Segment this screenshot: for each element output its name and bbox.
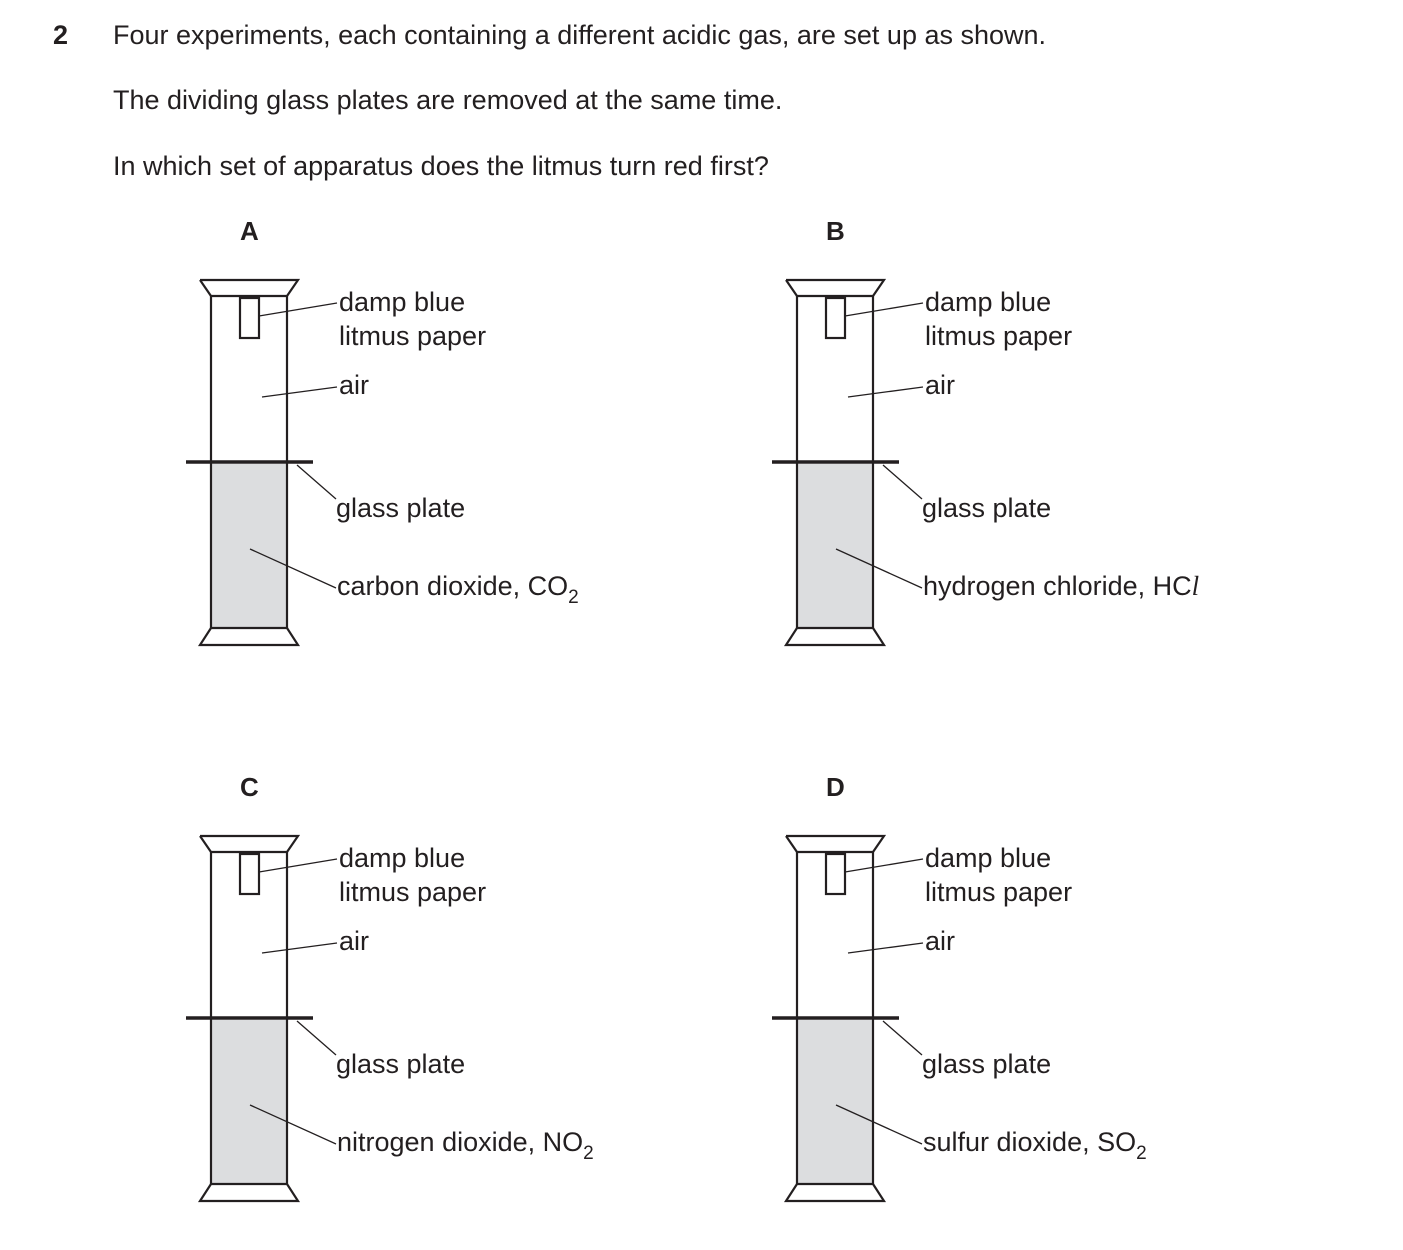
question-prompt: In which set of apparatus does the litmus turn red first?: [113, 151, 769, 181]
apparatus-b: [586, 210, 1200, 650]
question-condition: The dividing glass plates are removed at the same time.: [113, 85, 783, 115]
gas-subscript: 2: [583, 1143, 594, 1164]
litmus-paper-label-line2: litmus paper: [339, 877, 487, 907]
gas-name: sulfur dioxide, SO: [923, 1127, 1137, 1157]
glass-plate-label: glass plate: [922, 493, 1052, 523]
litmus-paper-label-line2: litmus paper: [339, 321, 487, 351]
option-letter: C: [240, 772, 259, 802]
gas-name: nitrogen dioxide, NO: [337, 1127, 584, 1157]
gas-label: [337, 1125, 594, 1163]
air-label: air: [339, 370, 370, 400]
glass-plate-label: glass plate: [336, 493, 466, 523]
air-label: air: [925, 370, 956, 400]
litmus-paper-label: damp blue: [339, 287, 466, 317]
gas-name: hydrogen chloride, HC: [923, 571, 1192, 601]
glass-plate-label: glass plate: [336, 1049, 466, 1079]
apparatus-c: [0, 766, 594, 1206]
gas-suffix: l: [1191, 571, 1200, 601]
litmus-paper-label: damp blue: [339, 843, 466, 873]
gas-label: [923, 1125, 1147, 1163]
gas-subscript: 2: [1136, 1143, 1147, 1164]
option-letter: D: [826, 772, 845, 802]
air-label: air: [339, 926, 370, 956]
gas-label: [923, 569, 1199, 607]
option-letter: A: [240, 216, 259, 246]
litmus-paper-label-line2: litmus paper: [925, 877, 1073, 907]
apparatus-d: [586, 766, 1146, 1206]
litmus-paper-label: damp blue: [925, 287, 1052, 317]
question-intro: Four experiments, each containing a different acidic gas, are set up as shown.: [113, 20, 1047, 50]
glass-plate-label: glass plate: [922, 1049, 1052, 1079]
air-label: air: [925, 926, 956, 956]
litmus-paper-label-line2: litmus paper: [925, 321, 1073, 351]
gas-subscript: 2: [568, 587, 579, 608]
apparatus-a: [0, 210, 579, 650]
question-number: 2: [53, 20, 69, 50]
gas-label: [337, 569, 579, 607]
gas-name: carbon dioxide, CO: [337, 571, 569, 601]
litmus-paper-label: damp blue: [925, 843, 1052, 873]
option-letter: B: [826, 216, 845, 246]
